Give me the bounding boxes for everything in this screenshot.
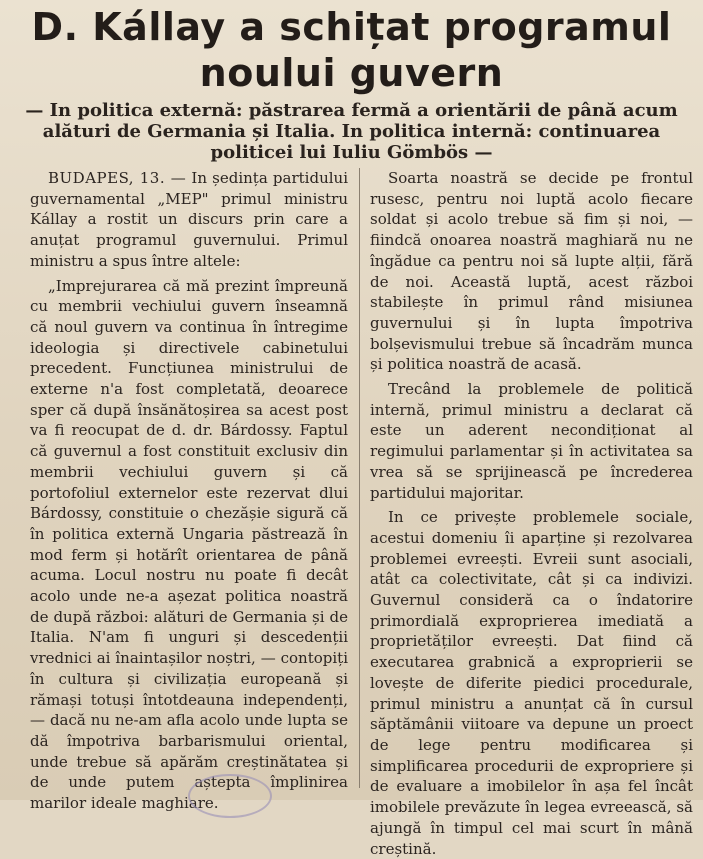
left-column (30, 168, 348, 814)
body-paragraph-1: Soarta noastră se decide pe frontul rusesc, pentru noi luptă acolo fiecare soldat și acolo trebue să fim și noi, — fiindcă onoarea noastră maghiară nu ne îngădue ca pentru noi să lupte alții, fără de noi. Această luptă, acest război stabilește în primul rând misiunea guvernului și în lupta împotriva bolșevismului trebue să încadrăm munca și politica noastră de acasă. (370, 169, 693, 374)
dateline: BUDAPES, 13. — (48, 169, 187, 187)
body-paragraph-2: Trecând la problemele de politică internă, primul ministru a declarat că este un aderent necondiționat al regimului parlamentar și în activitatea sa vrea să se sprijinească pe încrederea partidului majoritar. (370, 380, 693, 502)
quote-paragraph: „Imprejurarea că mă prezint împreună cu membrii vechiului guvern înseamnă că noul guvern va continua în întregime ideologia și directivele cabinetului precedent. Funcțiunea ministrului de externe n'a fost completată, deoarece sper că după însănătoșirea sa acest post va fi reocupat de d. dr. Bárdossy. Faptul că guvernul a fost constituit exclusiv din membrii vechiului guvern și că portofoliul externelor este rezervat dlui Bárdossy, constituie o chezășie sigură că în politica externă Ungaria păstrează în mod ferm și hotărît orientarea de până acuma. Locul nostru nu poate fi decât acolo unde ne-a așezat politica noastră de după război: alături de Germania și de Italia. N'am fi unguri și descedenții vrednici ai înaintașilor noștri, — contopiți în cultura și civilizația europeană și rămași totuși întotdeauna independenți, — dacă nu ne-am afla acolo unde lupta se dă împotriva barbarismului oriental, unde trebue să apărăm creștinătatea și de unde putem aștepta împlinirea marilor ideale maghiare. (30, 276, 348, 813)
article-subheadline: — In politica externă: păstrarea fermă a orientării de până acum alături de Germania și Italia. In politica internă: continuarea politicei lui Iuliu Gömbös — (25, 100, 678, 163)
lead-paragraph (30, 168, 348, 272)
column-divider (359, 168, 360, 788)
body-paragraph-3: In ce privește problemele sociale, acestui domeniu îi aparține și rezolvarea problemei evreești. Evreii sunt asociali, atât ca colectivitate, cât și ca indivizi. Guvernul consideră ca o îndatorire primordială exproprierea imediată a proprietăților evreești. Dat fiind că executarea grabnică a exproprierii se lovește de diferite piedici procedurale, primul ministru a anunțat că în cursul săptămânii viitoare va depune un proect de lege pentru modificarea și simplificarea procedurii de expropriere și de evaluare a imobilelor în așa fel încât imobilele prevăzute în legea evreească, să ajungă în timpul cel mai scurt în mână creștină. (370, 508, 693, 858)
right-column (370, 168, 693, 859)
lead-text: In ședința partidului guvernamental „MEP" primul ministru Kállay a rostit un discurs prin care a anuțat programul guvernului. Primul ministru a spus între altele: (30, 169, 348, 270)
library-stamp-mark (188, 774, 272, 818)
article-headline: D. Kállay a schițat programul noului guvern (31, 5, 672, 95)
